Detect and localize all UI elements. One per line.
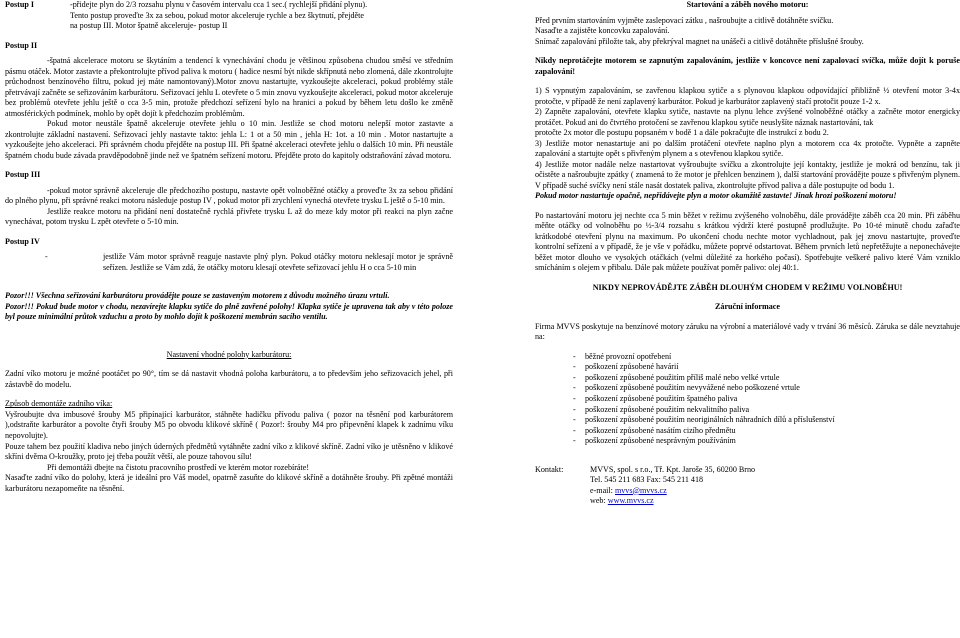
postup-3-text-2: Jestliže reakce motoru na přidání není dostatečně rychlá přivřete trysku L až do meze kdy motor při reakci na plyn začne vynechávat, potom trysku L zpět otevřete o 5-10 min. [5,206,453,227]
run-in-text: Po nastartování motoru jej nechte cca 5 min běžet v režimu zvýšeného volnoběhu, dále provádějte záběh cca 20 min. Při záběhu měňte otáčky od volnoběhu po ½-3/4 rozsahu s krátkou výdrží které postupně prodlužujte. Po 10-té minutě chodu zařaďte krátkodobé otevření plynu na maximum. Po ukončení chodu nechte motor vychladnout, pak jej znovu nastartujte, proveďte kontrolní seřízení a v případě, že je vše v pořádku, můžete poprvé odstartovat. Během prvních letů nepřetěžujte a neponechávejte běžet motor dlouho ve vysokých otáčkách (velmi důležité za horkého počasí). Spotřebujte veškeré palivo které Vám vzniklo smícháním s olejem v přibalu. Dále pak můžete používat poměr palivo: olej 40:1. [535,210,960,273]
postup-1-text [70,0,367,32]
warning-choke: Pozor!!! Pokud bude motor v chodu, nezavírejte klapku sytiče do plně zavřené polohy! Klapka sytiče je upravena tak aby v této poloze byl pouze minimální průtok vzduchu a proto by mohlo dojít k poškození membrán sacího ventilu. [5,301,453,322]
list-item: - poškození způsobené havárií [573,362,960,373]
list-item: - poškození způsobené použitím nekvalitního paliva [573,405,960,416]
list-item: - poškození způsobené použitím příliš malé nebo velké vrtule [573,373,960,384]
step-3: 3) Jestliže motor nenastartuje ani po dalším protáčení otevřete naplno plyn a motorem cca 4x protočte. Vypněte a zapněte zapalování a startujte opět s přivřeným plynem a s otevřenou klapkou sytiče. [535,138,960,159]
list-item: - běžné provozní opotřebení [573,352,960,363]
carburetor-position-text: Zadní víko motoru je možné pootáčet po 90°, tím se dá nastavit vhodná poloha karburátoru, a to především jeho seřizovacích jehel, při zástavbě do modelu. [5,369,453,389]
carburetor-position-title: Nastavení vhodné polohy karburátoru: [166,349,292,359]
contact-label: Kontakt: [535,464,564,474]
contact-address: MVVS, spol. s r.o., Tř. Kpt. Jaroše 35, 60200 Brno [590,464,756,474]
email-label: e-mail: [590,485,615,495]
disassembly-title: Způsob demontáže zadního víka: [5,399,113,409]
list-item: - poškození způsobené použitím špatného paliva [573,394,960,405]
no-idle-run-in-warning: NIKDY NEPROVÁDĚJTE ZÁBĚH DLOUHÝM CHODEM V REŽIMU VOLNOBĚHU! [592,282,903,292]
step-2-continued: protočte 2x motor dle postupu popsaném v bodě 1 a dále pokračujte dle instrukcí z bodu 2. [535,128,829,138]
postup-1-line: Tento postup proveďte 3x za sebou, pokud motor akceleruje rychle a bez škytnutí, přejděte [70,10,364,20]
postup-4-dash: - [45,252,48,262]
startup-title: Startování a záběh nového motoru: [686,0,809,9]
postup-2-label: Postup II [5,40,38,50]
disassembly-text-2: Pouze tahem bez použití kladiva nebo jiných úderných předmětů vytáhněte zadní víko z klikové skříně. Zadní víko je utěsněno v klikové skříni dvěma O-kroužky, proto jej třeba použít větší, ale pouze tahovou sílu! [5,441,453,462]
warranty-exclusions-list [535,352,960,447]
list-item: - poškození způsobené použitím nevyvážené nebo poškozené vrtule [573,383,960,394]
ignition-warning: Nikdy neprotáčejte motorem se zapnutým zapalováním, jestliže v koncovce není zapalovací svíčka, může dojít k poruše zapalování! [535,56,960,76]
postup-4-label: Postup IV [5,236,40,246]
web-label: web: [590,496,608,506]
email-link[interactable]: mvvs@mvvs.cz [614,485,667,495]
postup-2-text-2: Pokud motor neustále špatně akceleruje otevřete jehlu o 10 min. Jestliže se chod motoru nelepší motor zastavte a zkontrolujte základní nastavení. Seřizovací jehly nastavte takto: jehla L: 1 ot a 50 min , jehla H: 1ot. a 10 min . Motor nastartujte a vyzkoušejte jeho akceleraci. Při správném chodu přejděte na postup III. Při špatné akceleraci otevřete jehlu o dalších 10 min. Při neustále špatném chodu bude závada pravděpodobně jinde než ve špatném seřízení motoru. Přejděte proto do kapitoly odstraňování závad motoru. [5,119,453,160]
postup-4-text: jestliže Vám motor správně reaguje nastavte plný plyn. Pokud otáčky motoru neklesají motor je správně seřízen. Jestliže se Vám zdá, že otáčky motoru klesají otevřete seřizovací jehlu H o cca 5-10 min [103,252,453,272]
disassembly-text-3: Při demontáži dbejte na čistotu pracovního prostředí ve kterém motor rozebíráte! [47,462,310,472]
left-column [5,0,453,494]
postup-2-text: -špatná akcelerace motoru se škytáním a tendencí k vynechávání chodu je většinou způsobena chudou směsí ve středním pásmu otáček. Motor zastavte a překontrolujte přívod paliva k motoru ( hadice nesmí být nikde skřípnutá nebo zlomená, dále zkontrolujte průchodnost benzínového filtru, pokud jej máte namontovaný).Motor znovu nastartujte, vyzkoušejte akceleraci, pokud problémy stále přetrvávají začněte se seřizováním karburátoru. Seřizovací jehlu L otevřete o 5 min znovu vyzkoušejte akceleraci, pokud motor akceleruje bez problémů otevřete jehlu ještě o cca 3-5 min, protože předchozí seřízení bylo na hranici a pokud by během letu došlo ke změně atmosférických podmínek, mohlo by opět dojít k předchozím problémům. [5,56,453,118]
step-2: 2) Zapněte zapalování, otevřete klapku sytiče, nastavte na plynu lehce zvýšené volnoběžné otáčky a začněte motor energicky protáčet. Pokud ani do čtvrtého protočení se zavřenou klapkou sytiče neuslyšíte náznak nastartování, tak [535,107,960,127]
step-1: 1) S vypnutým zapalováním, se zavřenou klapkou sytiče a s plynovou klapkou odpovídající přibližně ½ otevření motor 3-4x protočte, v případě že není zaplavený karburátor. Pokud je karburátor zaplavený stačí protočit pouze 1-2 x. [535,86,960,106]
postup-1-label: Postup I [5,0,35,9]
startup-intro-2: Nasaďte a zajistěte koncovku zapalování. [535,26,670,36]
step-4: 4) Jestliže motor nadále nelze nastartovat vyšroubujte svíčku a zkontrolujte její kontakty, jestliže je mokrá od benzínu, tak ji očistěte a našroubujte zpátky ( znamená to že motor je přehlcen benzinem ), další startování provádějte pouze s přivřeným plynem. V případě suché svíčky není stále nasát dostatek paliva, zkontrolujte přívod paliva a dále postupujte od bodu 1. [535,159,960,190]
web-link[interactable]: www.mvvs.cz [607,496,654,506]
postup-1-line: na postup III. Motor špatně akceleruje- postup II [70,21,228,31]
warning-motor-stopped: Pozor!!! Všechna seřizování karburátoru provádějte pouze se zastaveným motorem z důvodu možného úrazu vrtulí. [5,291,390,301]
startup-intro-1: Před prvním startováním vyjměte zaslepovací zátku , našroubujte a citlivě dotáhněte svíčku. [535,15,834,25]
startup-intro-3: Snímač zapalování přiložte tak, aby překrýval magnet na unášeči a citlivě dotáhněte příslušné šrouby. [535,36,864,46]
postup-1-line: -přidejte plyn do 2/3 rozsahu plynu v časovém intervalu cca 1 sec.( rychlejší přidání plynu). [70,0,368,9]
list-item: - poškození způsobené nesprávným používáním [573,436,960,447]
contact-block [535,465,960,507]
reverse-start-warning: Pokud motor nastartuje opačně, nepřidávejte plyn a motor okamžitě zastavte! Jinak hrozí poškození motoru! [535,191,897,201]
list-item: - poškození způsobené nasátím cizího předmětu [573,426,960,437]
contact-phone: Tel. 545 211 683 Fax: 545 211 418 [590,475,704,485]
postup-3-text: -pokud motor správně akceleruje dle předchozího postupu, nastavte opět volnoběžné otáčky a proveďte 3x za sebou přidání do plného plynu, při správné reakci motoru následuje postup IV , pokud motor při zrychlení vynechá otevřete trysku L ještě o 5-10 min. [5,185,453,206]
disassembly-text: Vyšroubujte dva imbusové šrouby M5 připínající karburátor, stáhněte hadičku přívodu paliva ( pozor na těsnění pod karburátorem ),odstraňte karburátor a povolte čtyři šrouby M5 po obvodu klikové skříně ( Pozor!: šrouby M4 pro připevnění klapek k zadnímu víku nepovolujte). [5,409,453,440]
postup-4-item [5,252,453,273]
right-column [535,0,960,507]
list-item: - poškození způsobené použitím neoriginálních náhradních dílů a příslušenství [573,415,960,426]
postup-3-label: Postup III [5,170,41,180]
disassembly-text-4: Nasaďte zadní víko do polohy, která je ideální pro Váš model, opatrně zasuňte do klikové skříně a dotáhněte šrouby. Při zpětné montáži karburátoru nezapomeňte na těsnění. [5,473,453,493]
warranty-text: Firma MVVS poskytuje na benzínové motory záruku na výrobní a materiálové vady v trvání 36 měsíců. Záruka se dále nevztahuje na: [535,321,960,342]
warranty-title: Záruční informace [715,302,780,312]
postup-1-section [5,0,453,32]
